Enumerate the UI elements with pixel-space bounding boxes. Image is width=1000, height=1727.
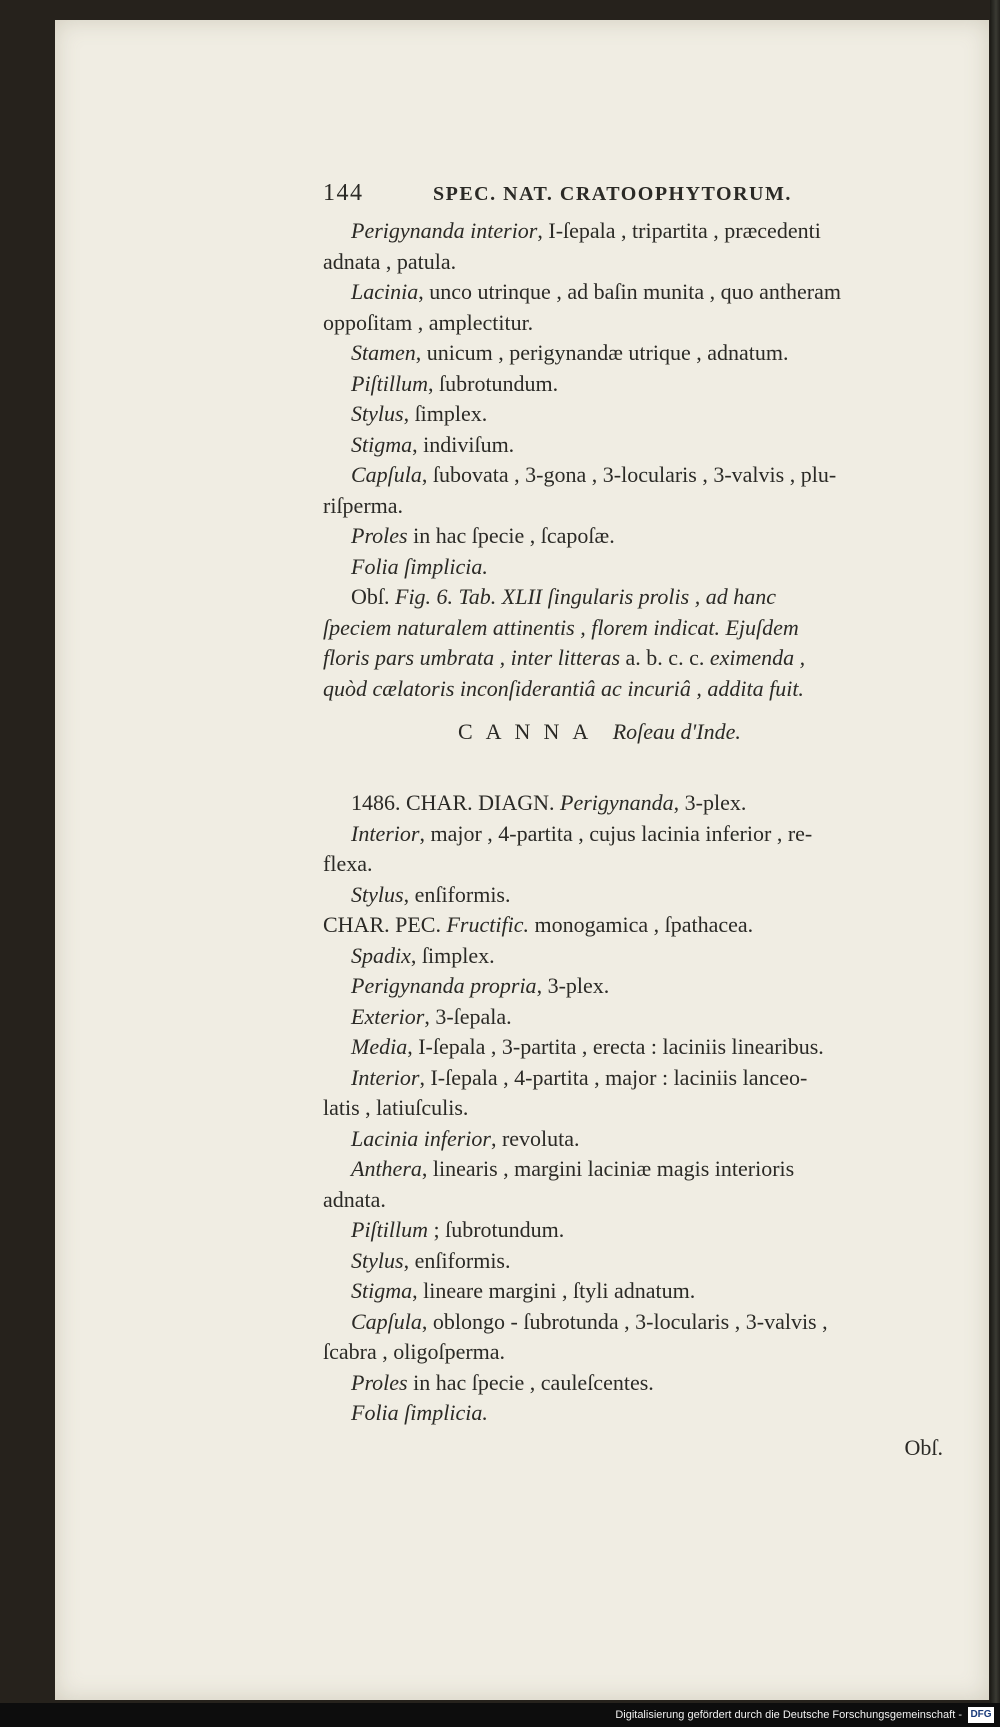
text-line: Stylus, ſimplex. <box>351 401 488 426</box>
section-one <box>323 216 963 582</box>
running-title: SPEC. NAT. CRATOOPHYTORUM. <box>433 183 792 205</box>
text-line: 1486. CHAR. DIAGN. Perigynanda, 3-plex. <box>351 790 747 815</box>
text-line: Folia ſimplicia. <box>351 1400 488 1425</box>
text-line: ſpeciem naturalem attinentis , florem indicat. Ejuſdem <box>323 614 799 640</box>
text-line: quòd cælatoris inconſiderantiâ ac incuriâ , addita fuit. <box>323 675 804 701</box>
text-line: Capſula, oblongo - ſubrotunda , 3-locularis , 3-valvis , <box>351 1308 828 1334</box>
text-line: Interior, I-ſepala , 4-partita , major : laciniis lanceo- <box>351 1064 808 1090</box>
text-line: Capſula, ſubovata , 3-gona , 3-locularis , 3-valvis , plu- <box>351 462 837 487</box>
text-line: Exterior, 3-ſepala. <box>351 1003 512 1029</box>
text-line: Anthera, linearis , margini laciniæ magis interioris <box>351 1156 795 1181</box>
text-line: Piſtillum, ſubrotundum. <box>351 370 559 396</box>
text-line: Stigma, lineare margini , ſtyli adnatum. <box>351 1278 696 1303</box>
text-line: Folia ſimplicia. <box>351 553 488 579</box>
text-line: riſperma. <box>323 492 404 518</box>
text-line: latis , latiuſculis. <box>323 1095 469 1120</box>
text-line: Stylus, enſiformis. <box>351 1247 511 1273</box>
section-two <box>323 788 963 1429</box>
text-line: Media, I-ſepala , 3-partita , erecta : laciniis linearibus. <box>351 1034 824 1059</box>
digitization-credit-bar <box>0 1703 1000 1727</box>
text-line: Stigma, indiviſum. <box>351 431 515 457</box>
text-line: Obſ. Fig. 6. Tab. XLII ſingularis prolis , ad hanc <box>351 584 776 609</box>
text-line: Stamen, unicum , perigynandæ utrique , adnatum. <box>351 340 789 365</box>
page-number: 144 <box>323 180 364 206</box>
text-line: Perigynanda interior, I-ſepala , tripartita , præcedenti <box>351 218 821 243</box>
observation-note <box>323 582 963 704</box>
genus-heading <box>323 712 963 752</box>
text-line: Spadix, ſimplex. <box>351 942 495 968</box>
running-header <box>323 180 963 208</box>
text-line: floris pars umbrata , inter litteras a. b. c. c. eximenda , <box>323 645 806 670</box>
dfg-logo-icon: DFG <box>968 1707 994 1723</box>
text-line: flexa. <box>323 851 373 876</box>
text-line: CHAR. PEC. Fructific. monogamica , ſpathacea. <box>323 912 754 937</box>
text-line: Stylus, enſiformis. <box>351 881 511 907</box>
page-text <box>323 180 963 1463</box>
genus-vernacular: Roſeau d'Inde. <box>612 719 741 744</box>
text-line: Piſtillum ; ſubrotundum. <box>351 1217 565 1242</box>
text-line: Perigynanda propria, 3-plex. <box>351 973 610 998</box>
text-line: ſcabra , oligoſperma. <box>323 1339 506 1364</box>
digitization-credit: Digitalisierung gefördert durch die Deutsche Forschungsgemeinschaft - <box>615 1709 962 1721</box>
text-line: Interior, major , 4-partita , cujus lacinia inferior , re- <box>351 820 813 846</box>
text-line: oppoſitam , amplectitur. <box>323 309 534 335</box>
text-line: Lacinia, unco utrinque , ad baſin munita , quo antheram <box>351 279 842 304</box>
catchword: Obſ. <box>904 1434 943 1460</box>
text-line: Proles in hac ſpecie , cauleſcentes. <box>351 1369 654 1395</box>
text-line: adnata , patula. <box>323 248 457 274</box>
scan-edge <box>990 0 1000 1727</box>
book-page <box>55 20 989 1700</box>
text-line: adnata. <box>323 1186 386 1212</box>
text-line: Proles in hac ſpecie , ſcapoſæ. <box>351 523 615 548</box>
text-line: Lacinia inferior, revoluta. <box>351 1125 580 1151</box>
genus-name: CANNA <box>458 719 602 744</box>
